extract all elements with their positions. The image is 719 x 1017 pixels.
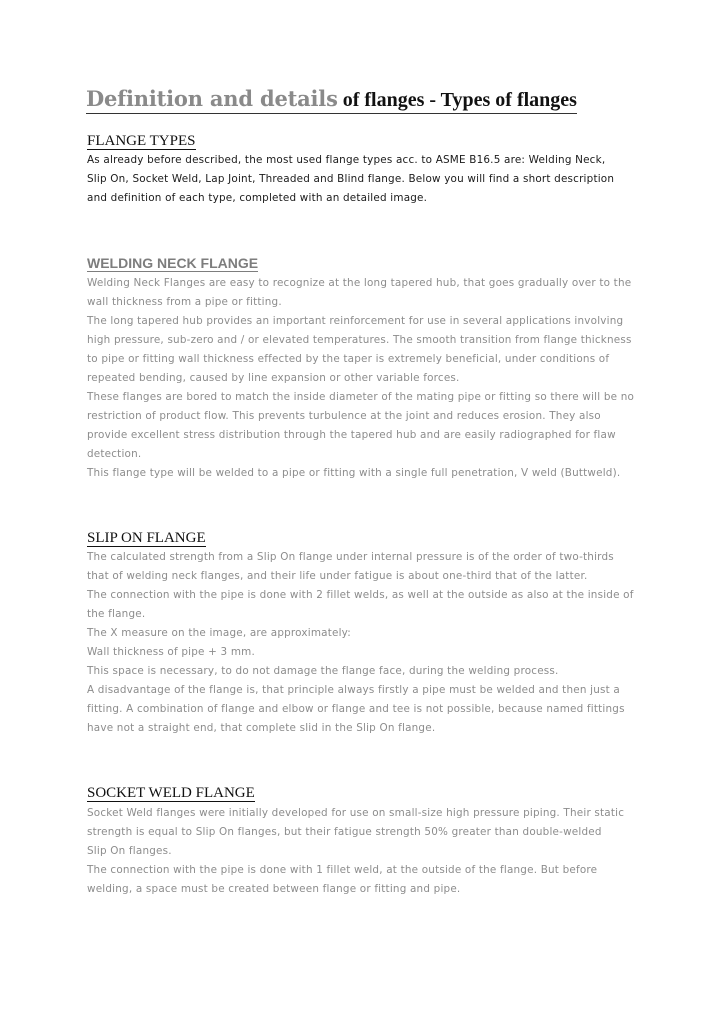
paragraph-line: that of welding neck flanges, and their life under fatigue is about one-third that of the latter. (87, 570, 588, 582)
paragraph-line: This flange type will be welded to a pipe or fitting with a single full penetration, V weld (Buttweld). (87, 467, 621, 479)
paragraph-line: to pipe or fitting wall thickness effected by the taper is extremely beneficial, under conditions of (87, 353, 610, 365)
paragraph-line: The connection with the pipe is done with 1 fillet weld, at the outside of the flange. But before (87, 864, 598, 876)
page-title (86, 86, 577, 114)
paragraph-line: The X measure on the image, are approximately: (87, 627, 351, 639)
paragraph-line: The connection with the pipe is done with 2 fillet welds, as well at the outside as also at the inside of (87, 589, 634, 601)
paragraph-line: Slip On flanges. (87, 845, 172, 857)
paragraph-line: wall thickness from a pipe or fitting. (87, 296, 282, 308)
paragraph-line: The calculated strength from a Slip On flange under internal pressure is of the order of two-thirds (87, 551, 614, 563)
paragraph-line: detection. (87, 448, 142, 460)
paragraph-line: Welding Neck Flanges are easy to recognize at the long tapered hub, that goes gradually over to the (87, 277, 632, 289)
intro-paragraph (87, 151, 614, 208)
paragraph-line: Socket Weld flanges were initially developed for use on small-size high pressure piping. Their static (87, 807, 625, 819)
page-title-main: Definition and details (86, 86, 338, 111)
flange-types-heading: FLANGE TYPES (87, 133, 196, 149)
paragraph-line: the flange. (87, 608, 146, 620)
paragraph-line: repeated bending, caused by line expansion or other variable forces. (87, 372, 460, 384)
paragraph-line: As already before described, the most used flange types acc. to ASME B16.5 are: Welding Neck, (87, 154, 606, 166)
paragraph-line: Slip On, Socket Weld, Lap Joint, Threaded and Blind flange. Below you will find a short description (87, 173, 615, 185)
paragraph-line: provide excellent stress distribution through the tapered hub and are easily radiographed for flaw (87, 429, 616, 441)
paragraph-line: welding, a space must be created between flange or fitting and pipe. (87, 883, 461, 895)
socket-weld-heading: SOCKET WELD FLANGE (87, 785, 255, 801)
paragraph-line: These flanges are bored to match the inside diameter of the mating pipe or fitting so there will be no (87, 391, 635, 403)
paragraph-line: fitting. A combination of flange and elbow or flange and tee is not possible, because named fittings (87, 703, 625, 715)
paragraph-line: have not a straight end, that complete slid in the Slip On flange. (87, 722, 436, 734)
paragraph-line: restriction of product flow. This prevents turbulence at the joint and reduces erosion. They also (87, 410, 601, 422)
paragraph-line: Wall thickness of pipe + 3 mm. (87, 646, 255, 658)
welding-neck-paragraph (87, 274, 634, 483)
paragraph-line: This space is necessary, to do not damage the flange face, during the welding process. (87, 665, 559, 677)
paragraph-line: strength is equal to Slip On flanges, but their fatigue strength 50% greater than double-welded (87, 826, 602, 838)
slip-on-heading: SLIP ON FLANGE (87, 530, 206, 546)
paragraph-line: A disadvantage of the flange is, that principle always firstly a pipe must be welded and then just a (87, 684, 620, 696)
paragraph-line: and definition of each type, completed with an detailed image. (87, 192, 428, 204)
paragraph-line: high pressure, sub-zero and / or elevated temperatures. The smooth transition from flange thickness (87, 334, 632, 346)
paragraph-line: The long tapered hub provides an important reinforcement for use in several applications involving (87, 315, 624, 327)
socket-weld-paragraph (87, 804, 624, 899)
welding-neck-heading: WELDING NECK FLANGE (87, 255, 259, 271)
page-title-sub: of flanges - Types of flanges (337, 89, 577, 111)
slip-on-paragraph (87, 548, 634, 738)
